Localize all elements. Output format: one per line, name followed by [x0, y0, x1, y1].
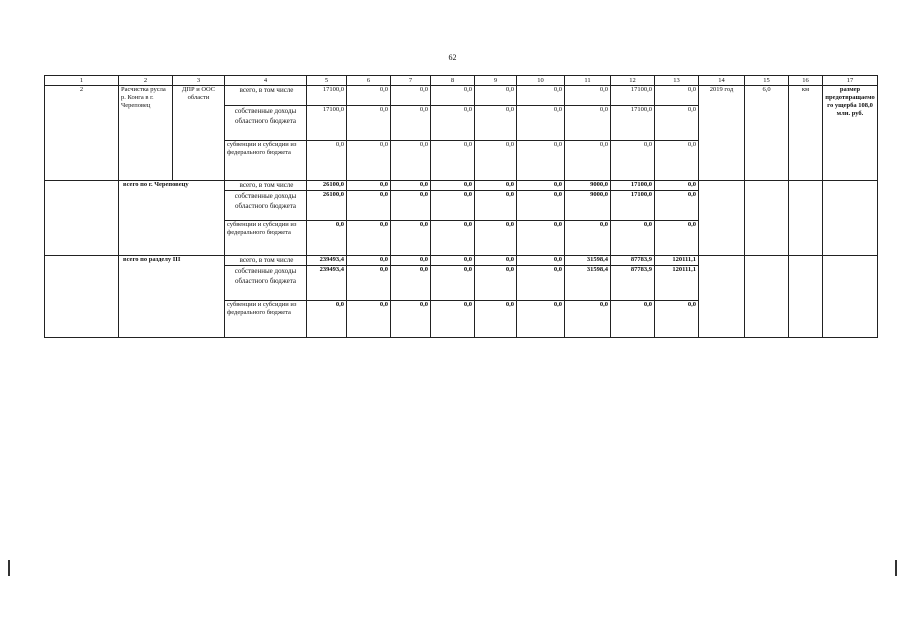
value-cell: 0,0: [430, 265, 474, 300]
value-cell: 0,0: [390, 85, 430, 105]
empty-cell: [744, 180, 788, 255]
value-cell: 17100,0: [610, 105, 654, 140]
value-cell: 0,0: [516, 140, 564, 180]
header-cell-10: 10: [516, 75, 564, 85]
value-cell: 17100,0: [610, 85, 654, 105]
line-label: субвенции и субсидии из федерального бюджета: [224, 140, 306, 180]
completion-year: 2019 год: [698, 85, 744, 180]
empty-cell: [698, 180, 744, 255]
group-spacer: [44, 255, 118, 337]
value-cell: 0,0: [346, 255, 390, 265]
empty-cell: [822, 180, 878, 255]
value-cell: 0,0: [610, 300, 654, 337]
line-label: всего, в том числе: [224, 85, 306, 105]
unit: км: [788, 85, 822, 180]
value-cell: 17100,0: [306, 105, 346, 140]
header-cell-1: 1: [44, 75, 118, 85]
object-name: Расчистка русла р. Конга в г. Череповец: [118, 85, 172, 180]
value-cell: 0,0: [610, 220, 654, 255]
value-cell: 0,0: [654, 300, 698, 337]
line-label: собственные доходы областного бюджета: [224, 190, 306, 220]
header-cell-7: 7: [390, 75, 430, 85]
header-cell-13: 13: [654, 75, 698, 85]
line-label: субвенции и субсидии из федерального бюджета: [224, 220, 306, 255]
value-cell: 17100,0: [610, 180, 654, 190]
value-cell: 26100,0: [306, 180, 346, 190]
value-cell: 239493,4: [306, 255, 346, 265]
budget-table: [44, 75, 878, 337]
value-cell: 0,0: [430, 255, 474, 265]
value-cell: 0,0: [474, 265, 516, 300]
line-label: собственные доходы областного бюджета: [224, 265, 306, 300]
value-cell: 0,0: [430, 140, 474, 180]
value-cell: 0,0: [390, 255, 430, 265]
value-cell: 0,0: [610, 140, 654, 180]
value-cell: 0,0: [516, 300, 564, 337]
value-cell: 0,0: [474, 190, 516, 220]
empty-cell: [698, 255, 744, 337]
value-cell: 9000,0: [564, 190, 610, 220]
value-cell: 0,0: [474, 255, 516, 265]
header-cell-4: 4: [224, 75, 306, 85]
executor: ДПР и ООС области: [172, 85, 224, 180]
value-cell: 17100,0: [610, 190, 654, 220]
value-cell: 0,0: [654, 105, 698, 140]
header-cell-9: 9: [474, 75, 516, 85]
value-cell: 0,0: [430, 180, 474, 190]
value-cell: 0,0: [654, 140, 698, 180]
value-cell: 0,0: [306, 300, 346, 337]
header-cell-2: 2: [118, 75, 172, 85]
value-cell: 239493,4: [306, 265, 346, 300]
value-cell: 9000,0: [564, 180, 610, 190]
header-cell-6: 6: [346, 75, 390, 85]
value-cell: 0,0: [346, 220, 390, 255]
value-cell: 120111,1: [654, 265, 698, 300]
group-title: всего по разделу III: [118, 255, 224, 337]
value-cell: 0,0: [516, 105, 564, 140]
value-cell: 0,0: [474, 140, 516, 180]
value-cell: 0,0: [654, 190, 698, 220]
value-cell: 26100,0: [306, 190, 346, 220]
crop-mark-right: [895, 560, 897, 576]
value-cell: 0,0: [516, 265, 564, 300]
value-cell: 31598,4: [564, 255, 610, 265]
value-cell: 0,0: [346, 300, 390, 337]
value-cell: 0,0: [654, 220, 698, 255]
value-cell: 0,0: [390, 180, 430, 190]
value-cell: 0,0: [390, 140, 430, 180]
value-cell: 0,0: [430, 300, 474, 337]
value-cell: 0,0: [346, 265, 390, 300]
group-title: всего по г. Череповецу: [118, 180, 224, 255]
header-cell-5: 5: [306, 75, 346, 85]
empty-cell: [788, 255, 822, 337]
value-cell: 0,0: [430, 190, 474, 220]
value-cell: 0,0: [390, 105, 430, 140]
value-cell: 0,0: [654, 85, 698, 105]
value-cell: 0,0: [516, 180, 564, 190]
value-cell: 0,0: [346, 140, 390, 180]
value-cell: 0,0: [346, 85, 390, 105]
value-cell: 120111,1: [654, 255, 698, 265]
value-cell: 0,0: [474, 85, 516, 105]
value-cell: 0,0: [474, 220, 516, 255]
header-cell-17: 17: [822, 75, 878, 85]
value-cell: 0,0: [346, 105, 390, 140]
value-cell: 0,0: [564, 140, 610, 180]
line-label: всего, в том числе: [224, 180, 306, 190]
value-cell: 31598,4: [564, 265, 610, 300]
header-cell-16: 16: [788, 75, 822, 85]
header-cell-14: 14: [698, 75, 744, 85]
crop-mark-left: [8, 560, 10, 576]
value-cell: 17100,0: [306, 85, 346, 105]
value-cell: 0,0: [430, 105, 474, 140]
header-cell-3: 3: [172, 75, 224, 85]
value-cell: 0,0: [390, 300, 430, 337]
header-cell-11: 11: [564, 75, 610, 85]
quantity: 6,0: [744, 85, 788, 180]
group-spacer: [44, 180, 118, 255]
value-cell: 0,0: [516, 190, 564, 220]
line-label: всего, в том числе: [224, 255, 306, 265]
value-cell: 0,0: [306, 140, 346, 180]
value-cell: 0,0: [564, 220, 610, 255]
value-cell: 0,0: [564, 105, 610, 140]
value-cell: 0,0: [430, 220, 474, 255]
value-cell: 0,0: [430, 85, 474, 105]
value-cell: 0,0: [654, 180, 698, 190]
value-cell: 0,0: [474, 180, 516, 190]
expected-effect: размер предотвращаемо го ущерба 108,0 млн. руб.: [822, 85, 878, 180]
table-bottom-border: [44, 337, 878, 338]
value-cell: 0,0: [390, 190, 430, 220]
empty-cell: [744, 255, 788, 337]
row-number: 2: [44, 85, 118, 180]
line-label: собственные доходы областного бюджета: [224, 105, 306, 140]
header-cell-15: 15: [744, 75, 788, 85]
value-cell: 0,0: [346, 190, 390, 220]
value-cell: 0,0: [474, 300, 516, 337]
value-cell: 0,0: [474, 105, 516, 140]
page-number: 62: [448, 53, 457, 62]
value-cell: 0,0: [346, 180, 390, 190]
value-cell: 0,0: [306, 220, 346, 255]
value-cell: 0,0: [516, 255, 564, 265]
value-cell: 0,0: [516, 220, 564, 255]
value-cell: 0,0: [390, 265, 430, 300]
empty-cell: [788, 180, 822, 255]
value-cell: 0,0: [390, 220, 430, 255]
value-cell: 0,0: [564, 300, 610, 337]
header-cell-12: 12: [610, 75, 654, 85]
empty-cell: [822, 255, 878, 337]
value-cell: 87783,9: [610, 255, 654, 265]
value-cell: 0,0: [516, 85, 564, 105]
header-cell-8: 8: [430, 75, 474, 85]
line-label: субвенции и субсидии из федерального бюджета: [224, 300, 306, 337]
value-cell: 87783,9: [610, 265, 654, 300]
value-cell: 0,0: [564, 85, 610, 105]
